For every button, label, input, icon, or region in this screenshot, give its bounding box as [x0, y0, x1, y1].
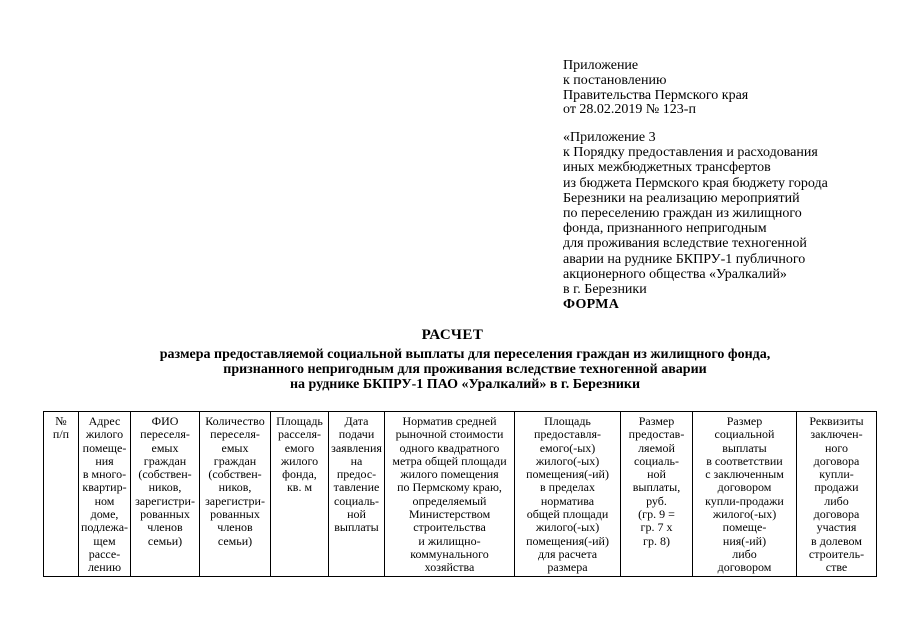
column-header-contract-details: Реквизиты заключен- ного договора купли- продажи либо договора участия в долевом строитель- стве	[797, 412, 877, 577]
appendix-3-line: из бюджета Пермского края бюджету города	[563, 175, 828, 191]
calculation-table	[43, 411, 877, 577]
column-header-area: Площадь расселя- емого жилого фонда, кв. м	[271, 412, 329, 577]
document-subtitle	[100, 347, 830, 392]
appendix-3-line: по переселению граждан из жилищного	[563, 206, 802, 222]
appendix-3-line: для проживания вследствие техногенной	[563, 236, 807, 252]
appendix-3-line: фонда, признанного непригодным	[563, 221, 767, 237]
column-header-provided-area: Площадь предоставля- емого(-ых) жилого(-ых) помещения(-ий) в пределах норматива общей площади жилого(-ых) помещения(-ий) для расчета размера	[515, 412, 621, 577]
appendix-line: Приложение	[563, 58, 639, 73]
appendix-line: от 28.02.2019 № 123-п	[563, 102, 696, 118]
appendix-block	[563, 59, 893, 118]
document-title: РАСЧЕТ	[421, 327, 484, 343]
appendix-3-line: Березники на реализацию мероприятий	[563, 190, 800, 206]
column-header-number: № п/п	[44, 412, 79, 577]
form-label: ФОРМА	[563, 297, 620, 312]
column-header-contract-payment: Размер социальной выплаты в соответствии с заключенным договором купли-продажи жилого(-ых) помеще- ния(-ий) либо договором	[693, 412, 797, 577]
column-header-fio: ФИО переселя- емых граждан (собствен- ников, зарегистри- рованных членов семьи)	[131, 412, 200, 577]
appendix-3-line: аварии на руднике БКПРУ-1 публичного	[563, 251, 806, 267]
appendix-3-line: в г. Березники	[563, 282, 647, 298]
appendix-3-line: иных межбюджетных трансфертов	[563, 160, 771, 176]
column-header-count: Количество переселя- емых граждан (собствен- ников, зарегистри- рованных членов семьи)	[200, 412, 271, 577]
column-header-date: Дата подачи заявления на предос- тавление социаль- ной выплаты	[329, 412, 385, 577]
column-header-address: Адрес жилого помеще- ния в много- квартир- ном доме, подлежа- щем рассе- лению	[79, 412, 131, 577]
table-header-row	[44, 412, 877, 577]
appendix-line: Правительства Пермского края	[563, 87, 749, 103]
appendix-3-line: к Порядку предоставления и расходования	[563, 145, 818, 161]
appendix-3-line: акционерного общества «Уралкалий»	[563, 266, 787, 282]
column-header-norm-cost: Норматив средней рыночной стоимости одного квадратного метра общей площади жилого помещения по Пермскому краю, определяемый Министерством строительства и жилищно- коммунального хозяйства	[385, 412, 515, 577]
subtitle-line: признанного непригодным для проживания вследствие техногенной аварии	[223, 362, 707, 377]
subtitle-line: размера предоставляемой социальной выплаты для переселения граждан из жилищного фонда,	[159, 347, 771, 362]
appendix-3-block	[563, 130, 898, 297]
subtitle-line: на руднике БКПРУ-1 ПАО «Уралкалий» в г. Березники	[289, 377, 641, 392]
appendix-line: к постановлению	[563, 72, 667, 88]
column-header-payment-size: Размер предостав- ляемой социаль- ной выплаты, руб. (гр. 9 = гр. 7 х гр. 8)	[621, 412, 693, 577]
appendix-3-line: «Приложение 3	[563, 130, 656, 145]
